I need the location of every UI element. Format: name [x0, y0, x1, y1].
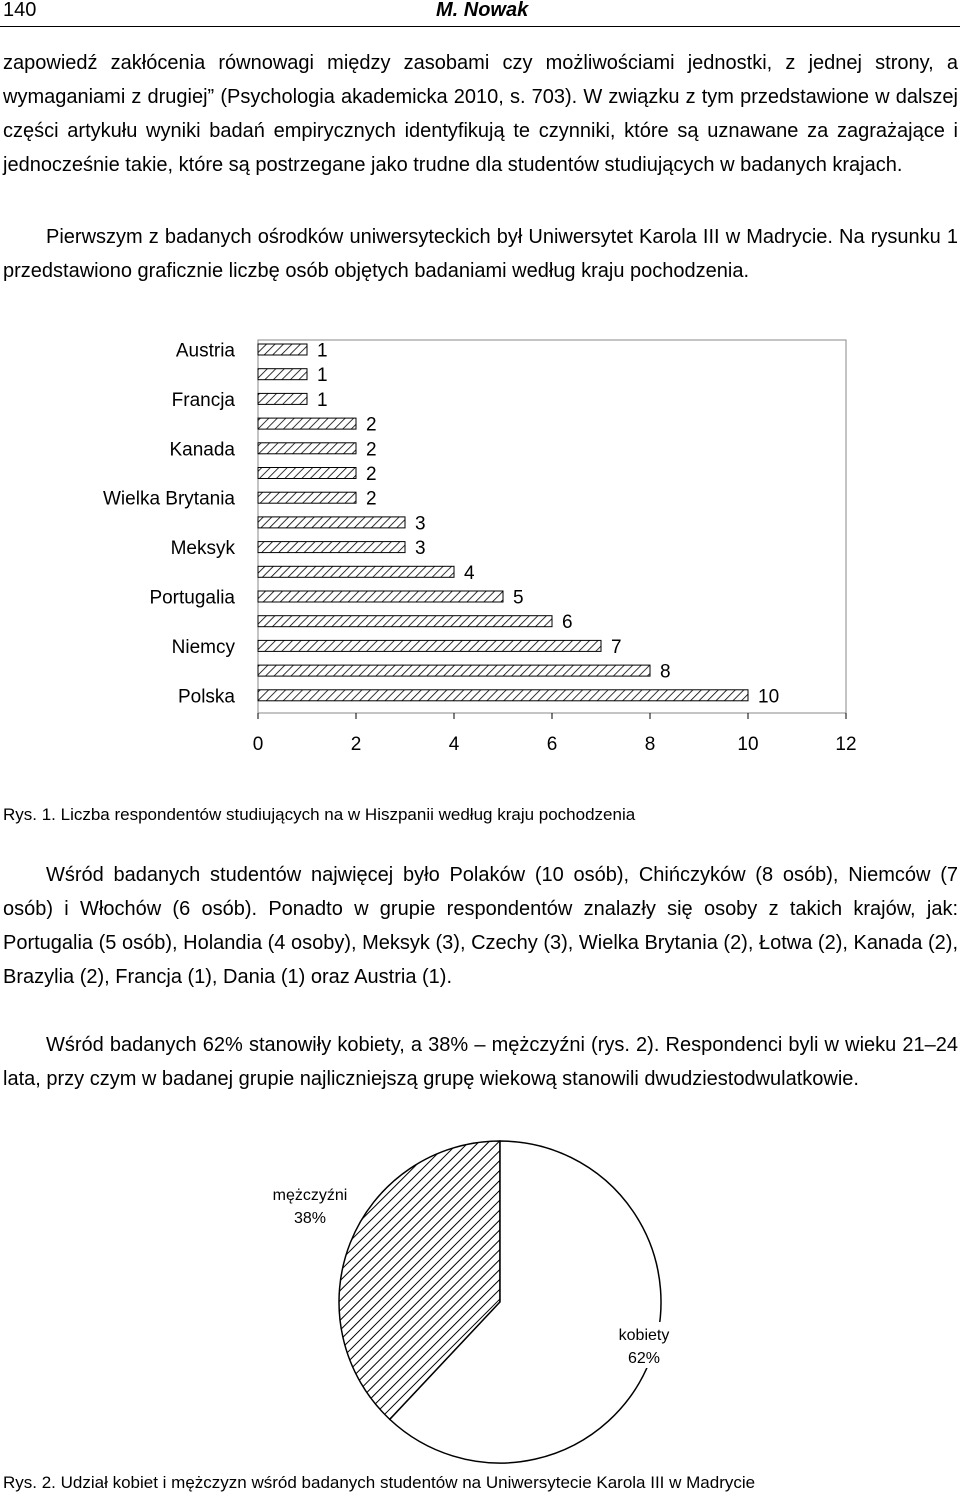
running-header	[0, 0, 960, 27]
paragraph-2: Pierwszym z badanych ośrodków uniwersyteckich był Uniwersytet Karola III w Madrycie. Na rysunku 1 przedstawiono graficznie liczbę osób objętych badaniami według kraju pochodzenia.	[3, 226, 958, 282]
bar-9	[258, 542, 405, 553]
paragraph-1: zapowiedź zakłócenia równowagi między zasobami czy możliwościami jednostki, z jednej strony, a wymaganiami z drugiej” (Psychologia akademicka 2010, s. 703). W związku z tym przedstawione w dalszej części artykułu wyniki badań empirycznych identyfikują te czynniki, które są uznawane za zagrażające i jednocześnie takie, które są postrzegane jako trudne dla studentów studiujących w badanych krajach.	[3, 52, 958, 176]
figure-2-caption: Rys. 2. Udział kobiet i mężczyzn wśród badanych studentów na Uniwersytecie Karola III w Madrycie	[3, 1473, 756, 1492]
bar-11	[258, 591, 503, 602]
pie-chart	[0, 1135, 960, 1465]
bar-value-label-10: 4	[464, 562, 475, 584]
x-tick-label-5: 10	[737, 734, 759, 755]
figure-1-caption: Rys. 1. Liczba respondentów studiujących na w Hiszpanii według kraju pochodzenia	[3, 805, 636, 824]
bar-value-label-5: 2	[366, 439, 377, 461]
bar-value-label-9: 3	[415, 538, 426, 560]
bar-value-label-13: 7	[611, 636, 622, 658]
bar-8	[258, 517, 405, 528]
bar-13	[258, 640, 601, 651]
bar-14	[258, 665, 650, 676]
bar-12	[258, 616, 552, 627]
bar-value-label-1: 1	[317, 340, 328, 362]
pie-slice-value-2: 62%	[627, 1350, 661, 1367]
x-tick-label-2: 4	[448, 734, 460, 755]
bar-1	[258, 344, 307, 355]
bar-value-label-11: 5	[513, 587, 524, 609]
x-tick-label-1: 2	[350, 734, 362, 755]
paragraph-4: Wśród badanych 62% stanowiły kobiety, a 38% – mężczyźni (rys. 2). Respondenci byli w wieku 21–24 lata, przy czym w badanej grupie najliczniejszą grupę wiekową stanowili dwudziestodwulatkowie.	[3, 1034, 958, 1090]
bar-value-label-6: 2	[366, 464, 377, 485]
category-label-7: Niemcy	[171, 636, 235, 658]
bar-value-label-7: 2	[366, 488, 377, 510]
pie-slice-value-1: 38%	[293, 1210, 327, 1227]
category-label-4: Wielka Brytania	[103, 488, 235, 510]
bar-value-label-4: 2	[366, 414, 377, 436]
page-number: 140	[3, 0, 37, 21]
bar-3	[258, 393, 307, 404]
pie-slice-label-1: mężczyźni	[272, 1187, 348, 1204]
x-tick-label-6: 12	[835, 734, 857, 755]
bar-7	[258, 492, 356, 503]
category-label-8: Polska	[177, 686, 235, 708]
category-label-2: Francja	[171, 389, 235, 411]
bar-value-label-8: 3	[415, 513, 426, 535]
x-tick-label-4: 8	[644, 734, 656, 755]
bar-value-label-14: 8	[660, 661, 671, 683]
x-tick-label-3: 6	[546, 734, 558, 755]
category-label-1: Austria	[175, 340, 235, 362]
paragraph-3: Wśród badanych studentów najwięcej było Polaków (10 osób), Chińczyków (8 osób), Niemców (7 osób) i Włochów (6 osób). Ponadto w grupie respondentów znalazły się osoby z takich krajów, jak: Portugalia (5 osób), Holandia (4 osoby), Meksyk (3), Czechy (3), Wielka Brytania (2), Łotwa (2), Kanada (2), Brazylia (2), Francja (1), Dania (1) oraz Austria (1).	[3, 864, 958, 988]
bar-5	[258, 443, 356, 454]
bar-2	[258, 369, 307, 380]
x-tick-label-0: 0	[252, 734, 264, 755]
bar-value-label-15: 10	[758, 686, 780, 708]
bar-4	[258, 418, 356, 429]
bar-10	[258, 566, 454, 577]
bar-value-label-3: 1	[317, 389, 328, 411]
category-label-5: Meksyk	[170, 538, 235, 560]
pie-slice-label-2: kobiety	[618, 1327, 670, 1344]
bar-value-label-2: 1	[317, 365, 328, 387]
category-label-6: Portugalia	[149, 587, 235, 609]
bar-value-label-12: 6	[562, 612, 573, 634]
bar-chart	[0, 330, 960, 770]
category-label-3: Kanada	[169, 439, 235, 461]
bar-15	[258, 690, 748, 701]
running-author: M. Nowak	[436, 0, 529, 21]
bar-6	[258, 468, 356, 479]
